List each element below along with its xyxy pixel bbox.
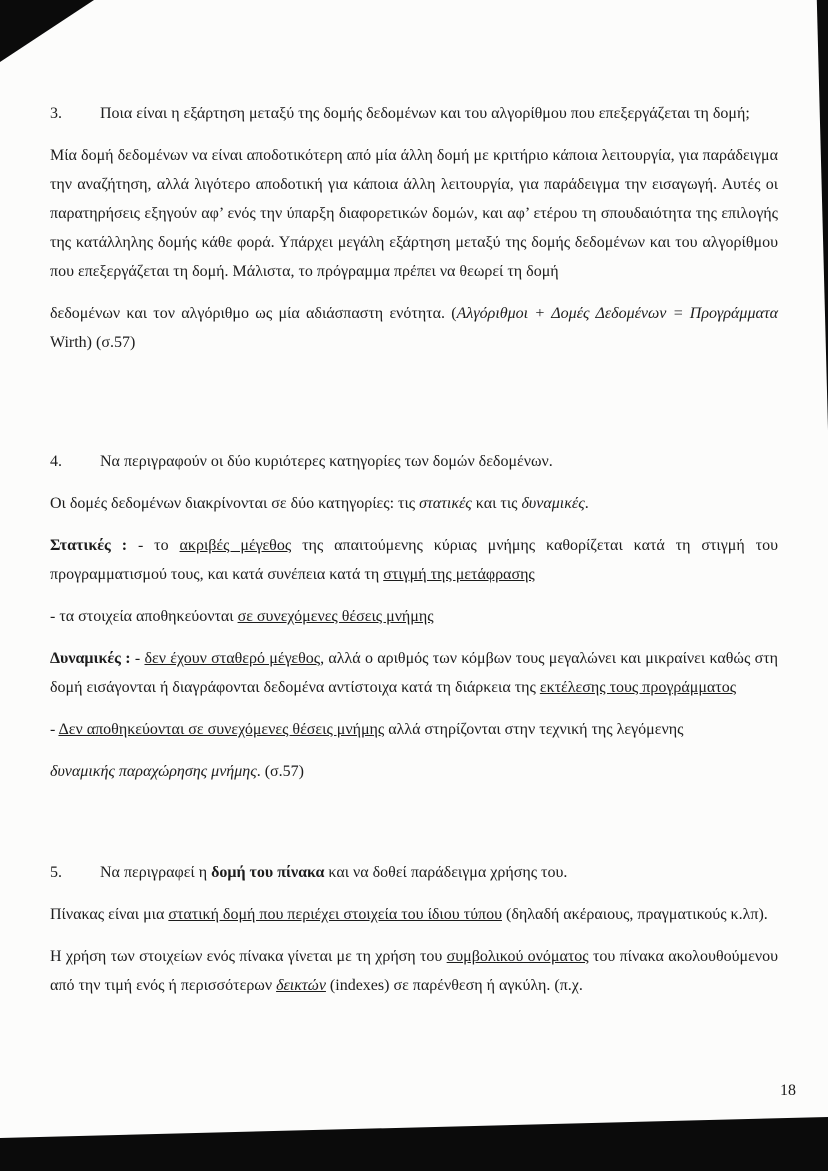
text-run: στατική δομή που περιέχει στοιχεία του ίδιου τύπου	[168, 906, 502, 923]
text-run: Wirth) (σ.57)	[50, 334, 136, 351]
text-run: Οι δομές δεδομένων διακρίνονται σε δύο κατηγορίες: τις	[50, 495, 420, 512]
question-3-number: 3.	[50, 105, 62, 122]
text-run: - το	[127, 537, 180, 554]
text-run: δυναμικής παραχώρησης μνήμης	[50, 763, 257, 780]
question-4-answer-paragraph-3	[50, 602, 778, 631]
question-4-answer-paragraph-2	[50, 531, 778, 589]
question-3-answer-paragraph-1	[50, 141, 778, 286]
text-run: δεδομένων και τον αλγόριθμο ως μία αδιάσπαστη ενότητα. (	[50, 305, 457, 322]
text-run: δεικτών	[276, 977, 326, 994]
text-run: και να δοθεί παράδειγμα χρήσης του.	[324, 864, 568, 881]
question-4-answer-paragraph-5	[50, 715, 778, 744]
text-run: (δηλαδή ακέραιους, πραγματικούς κ.λπ).	[501, 906, 768, 923]
text-run: ακριβές μέγεθος	[179, 537, 292, 554]
text-run: Αλγόριθμοι + Δομές Δεδομένων = Προγράμματα	[456, 305, 779, 322]
question-3-title	[100, 105, 750, 122]
text-run: Να περιγραφεί η	[100, 864, 212, 881]
text-run: Μία δομή δεδομένων να είναι αποδοτικότερη από μία άλλη δομή με κριτήριο κάποια λειτουργία, για παράδειγμα την αναζήτηση, αλλά λιγότερο αποδοτική για κάποια άλλη λειτουργία, για παράδειγμα την εισαγωγή. Αυτές οι παρατηρήσεις εξηγούν αφ’ ενός την ύπαρξη διαφορετικών δομών, και αφ’ ετέρου τη σπουδαιότητα της επιλογής της κατάλληλης δομής κάθε φορά. Υπάρχει μεγάλη εξάρτηση μεταξύ της δομής δεδομένων και του αλγορίθμου που επεξεργάζεται τη δομή. Μάλιστα, το πρόγραμμα πρέπει να θεωρεί τη δομή	[50, 147, 778, 280]
text-run: Η χρήση των στοιχείων ενός πίνακα γίνεται με τη χρήση του	[50, 948, 447, 965]
question-5-answer-paragraph-2	[50, 942, 778, 1000]
text-run: εκτέλεσης τους προγράμματος	[539, 679, 737, 696]
scan-artifact-bottom-edge	[0, 1111, 828, 1171]
question-4-number: 4.	[50, 453, 62, 470]
page-number: 18	[780, 1082, 796, 1099]
question-4-answer-paragraph-4	[50, 644, 778, 702]
text-run: της απαιτούμενης κύριας μνήμης καθορίζεται κατά τη στιγμή του προγραμματισμού τους, και κατά συνέπεια κατά τη	[50, 537, 779, 583]
question-3-heading	[50, 99, 778, 128]
text-run: .	[584, 495, 589, 512]
text-run: Πίνακας είναι μια	[50, 906, 169, 923]
text-run: του πίνακα ακολουθούμενου από την τιμή ενός ή περισσότερων	[50, 948, 779, 994]
text-run: -	[130, 650, 145, 667]
text-run: (indexes) σε παρένθεση ή αγκύλη. (π.χ.	[325, 977, 583, 994]
text-run: δομή του πίνακα	[211, 864, 325, 881]
question-3-answer-paragraph-2	[50, 299, 778, 357]
text-run: δυναμικές	[521, 495, 585, 512]
text-run: δεν έχουν σταθερό μέγεθος	[144, 650, 321, 667]
text-run: στιγμή της μετάφρασης	[383, 566, 535, 583]
text-run: στατικές	[419, 495, 472, 512]
scan-artifact-right-edge	[814, 0, 828, 430]
question-4-answer-paragraph-6	[50, 757, 778, 786]
text-run: αλλά στηρίζονται στην τεχνική της λεγόμενης	[384, 721, 684, 738]
question-5-heading	[50, 858, 778, 887]
text-run: -	[50, 721, 59, 738]
text-run: και τις	[471, 495, 522, 512]
text-run: . (σ.57)	[256, 763, 304, 780]
question-5-title	[100, 864, 567, 881]
text-run: σε συνεχόμενες θέσεις μνήμης	[237, 608, 434, 625]
text-run: Να περιγραφούν οι δύο κυριότερες κατηγορίες των δομών δεδομένων.	[100, 453, 553, 470]
text-run: συμβολικού ονόματος	[446, 948, 589, 965]
question-4-heading	[50, 447, 778, 476]
text-run: - τα στοιχεία αποθηκεύονται	[50, 608, 238, 625]
question-4-title	[100, 453, 553, 470]
question-4-answer-paragraph-1	[50, 489, 778, 518]
text-run: Ποια είναι η εξάρτηση μεταξύ της δομής δεδομένων και του αλγορίθμου που επεξεργάζεται τη δομή;	[100, 105, 750, 122]
text-run: Δυναμικές :	[50, 650, 131, 667]
page-content	[50, 99, 778, 1000]
text-run: Δεν αποθηκεύονται σε συνεχόμενες θέσεις μνήμης	[58, 721, 385, 738]
scan-artifact-top-left-corner	[0, 0, 94, 62]
text-run: Στατικές :	[50, 537, 128, 554]
question-5-number: 5.	[50, 864, 62, 881]
question-5-answer-paragraph-1	[50, 900, 778, 929]
text-run: , αλλά ο αριθμός των κόμβων τους μεγαλώνει και μικραίνει καθώς στη δομή εισάγονται ή διαγράφονται δεδομένα αντίστοιχα κατά τη διάρκεια της	[50, 650, 778, 696]
